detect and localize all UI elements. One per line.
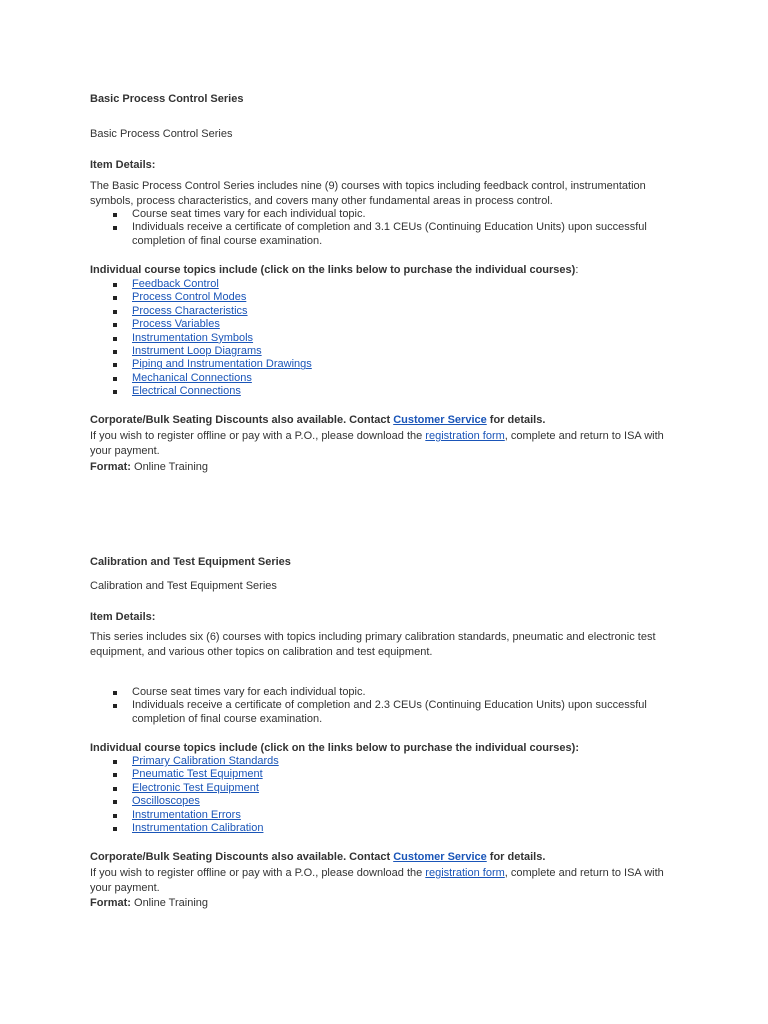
registration-text: If you wish to register offline or pay with a P.O., please download the: [90, 430, 426, 442]
registration-form-link[interactable]: registration form: [425, 430, 505, 442]
course-topic-list: [90, 755, 680, 835]
section-title: Calibration and Test Equipment Series: [90, 556, 291, 568]
list-item: [90, 291, 680, 304]
topic-link-pneumatic-test-equipment[interactable]: Pneumatic Test Equipment: [132, 768, 263, 781]
section-calibration-test-equipment: [90, 556, 680, 926]
corporate-discount-text: Corporate/Bulk Seating Discounts also available. Contact: [90, 851, 394, 863]
list-item: [90, 332, 680, 345]
topic-link-feedback-control[interactable]: Feedback Control: [132, 278, 219, 290]
details-bullet-list: [90, 208, 680, 248]
topic-link-process-control-modes[interactable]: Process Control Modes: [132, 291, 247, 304]
list-item: Individuals receive a certificate of completion and 3.1 CEUs (Continuing Education Units) upon successful completion of final course examination.: [90, 221, 680, 248]
list-item: [90, 755, 680, 768]
course-topic-list: [90, 278, 680, 399]
corporate-discount-note: [90, 850, 545, 864]
topic-link-electronic-test-equipment[interactable]: Electronic Test Equipment: [132, 781, 259, 794]
corporate-discount-suffix: for details.: [486, 414, 546, 426]
topics-heading-text: Individual course topics include (click on the links below to purchase the individual courses): [90, 264, 576, 276]
customer-service-link[interactable]: Customer Service: [393, 414, 487, 426]
format-value: Online Training: [130, 897, 208, 909]
list-item: [90, 305, 680, 318]
list-item: Course seat times vary for each individual topic.: [90, 208, 680, 221]
registration-suffix: , complete and return to ISA with your payment.: [90, 430, 664, 457]
list-item: [90, 372, 680, 385]
registration-text: If you wish to register offline or pay with a P.O., please download the: [90, 867, 426, 879]
item-details-heading: Item Details:: [90, 159, 156, 171]
format-label: Format:: [90, 461, 131, 473]
topics-heading-colon: :: [575, 264, 579, 276]
topic-link-instrumentation-symbols[interactable]: Instrumentation Symbols: [132, 331, 254, 344]
corporate-discount-note: [90, 413, 545, 427]
list-item: Individuals receive a certificate of completion and 2.3 CEUs (Continuing Education Units) upon successful completion of final course examination.: [90, 699, 680, 726]
item-details-heading: Item Details:: [90, 611, 156, 623]
topic-link-process-variables[interactable]: Process Variables: [132, 318, 220, 331]
list-item: [90, 358, 680, 371]
registration-note: [90, 866, 670, 896]
list-item: [90, 385, 680, 398]
registration-form-link[interactable]: registration form: [425, 867, 505, 879]
customer-service-link[interactable]: Customer Service: [393, 851, 487, 863]
list-item: [90, 795, 680, 808]
list-item: [90, 809, 680, 822]
format-label: Format:: [90, 897, 131, 909]
topic-link-instrument-loop-diagrams[interactable]: Instrument Loop Diagrams: [132, 345, 262, 358]
corporate-discount-text: Corporate/Bulk Seating Discounts also available. Contact: [90, 414, 394, 426]
topic-link-primary-calibration-standards[interactable]: Primary Calibration Standards: [132, 755, 279, 767]
topics-heading: [90, 263, 578, 277]
registration-note: [90, 429, 670, 459]
topic-link-instrumentation-errors[interactable]: Instrumentation Errors: [132, 808, 241, 821]
corporate-discount-suffix: for details.: [486, 851, 546, 863]
list-item: [90, 822, 680, 835]
section-subtitle: Basic Process Control Series: [90, 128, 233, 140]
section-subtitle: Calibration and Test Equipment Series: [90, 580, 277, 592]
list-item: [90, 345, 680, 358]
section-basic-process-control: [90, 93, 680, 483]
topic-link-instrumentation-calibration[interactable]: Instrumentation Calibration: [132, 822, 264, 835]
registration-suffix: , complete and return to ISA with your payment.: [90, 867, 664, 894]
topics-heading-text: Individual course topics include (click on the links below to purchase the individual courses):: [90, 742, 579, 754]
topics-heading: [90, 741, 579, 755]
list-item: [90, 768, 680, 781]
list-item: Course seat times vary for each individual topic.: [90, 686, 680, 699]
topic-link-oscilloscopes[interactable]: Oscilloscopes: [132, 795, 200, 808]
section-title: Basic Process Control Series: [90, 93, 244, 105]
details-bullet-list: [90, 686, 680, 726]
list-item: [90, 278, 680, 291]
item-description: The Basic Process Control Series includes nine (9) courses with topics including feedback control, instrumentation symbols, process characteristics, and covers many other fundamental areas in process control.: [90, 180, 646, 207]
format-value: Online Training: [130, 461, 208, 473]
list-item: [90, 782, 680, 795]
format-line: [90, 896, 208, 910]
list-item: [90, 318, 680, 331]
topic-link-mechanical-connections[interactable]: Mechanical Connections: [132, 371, 252, 384]
item-description: This series includes six (6) courses with topics including primary calibration standards, pneumatic and electronic test equipment, and various other topics on calibration and test equipment.: [90, 631, 656, 658]
topic-link-process-characteristics[interactable]: Process Characteristics: [132, 304, 248, 317]
topic-link-piping-and-instrumentation-drawings[interactable]: Piping and Instrumentation Drawings: [132, 358, 312, 371]
topic-link-electrical-connections[interactable]: Electrical Connections: [132, 385, 241, 398]
format-line: [90, 460, 208, 474]
